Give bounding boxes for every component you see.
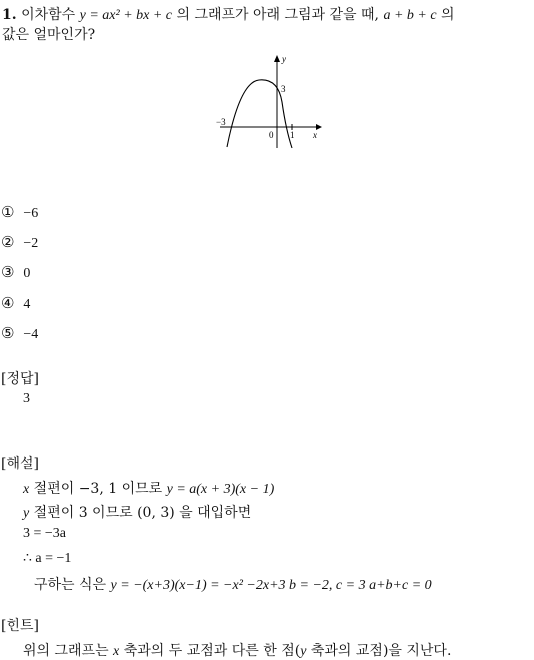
y-axis-arrow — [274, 55, 280, 62]
choice-value: 4 — [23, 297, 31, 312]
hint-heading: [힌트] — [1, 618, 39, 634]
explanation-line-1 — [23, 478, 274, 498]
origin-label: 0 — [269, 130, 274, 140]
explanation-line-4: ∴ a = −1 — [23, 551, 72, 566]
choice-value: 0 — [23, 266, 31, 281]
choice-marker: ⑤ — [1, 324, 15, 342]
y-axis-label: y — [282, 54, 286, 64]
choice-1[interactable] — [1, 203, 38, 222]
x-axis-label: x — [313, 130, 317, 140]
y-var: y — [23, 506, 30, 521]
choice-2[interactable] — [1, 233, 38, 252]
explanation-equation: y = a(x + 3)(x − 1) — [166, 482, 275, 497]
explanation-heading: [해설] — [1, 456, 39, 472]
question-number: 1. — [2, 7, 17, 23]
neg3-label: −3 — [216, 117, 226, 127]
hint-part: 위의 그래프는 — [23, 643, 114, 659]
choice-5[interactable] — [1, 324, 38, 343]
answer-value: 3 — [23, 391, 30, 406]
answer-heading: [정답] — [1, 371, 39, 387]
explanation-line-3: 3 = −3a — [23, 526, 67, 541]
choice-value: −4 — [23, 327, 39, 342]
hint-text — [23, 640, 451, 660]
explanation-text: 구하는 식은 — [34, 577, 111, 593]
explanation-equation: y = −(x+3)(x−1) = −x² −2x+3 b = −2, c = 3 a+b+c = 0 — [110, 578, 432, 593]
y-intercept-label: 3 — [281, 84, 286, 94]
one-label: 1 — [290, 130, 295, 140]
question-sum: a + b + c — [383, 8, 437, 23]
hint-part: 축과의 교점)을 지난다. — [306, 643, 452, 659]
x-var: x — [23, 482, 30, 497]
question-text-pre: 이차함수 — [16, 7, 80, 23]
parabola-graph — [212, 52, 322, 152]
question-text-mid: 의 그래프가 아래 그림과 같을 때, — [172, 7, 384, 23]
question-text-post: 의 — [436, 7, 455, 23]
y-var: y — [300, 644, 307, 659]
choice-marker: ② — [1, 233, 15, 251]
question-line-2: 값은 얼마인가? — [2, 27, 96, 43]
choice-3[interactable] — [1, 263, 30, 282]
explanation-line-5 — [34, 574, 432, 594]
choice-marker: ① — [1, 203, 15, 221]
x-var: x — [113, 644, 120, 659]
choice-marker: ③ — [1, 263, 15, 281]
hint-part: 축과의 두 교점과 다른 한 점( — [119, 643, 301, 659]
question-equation: y = ax² + bx + c — [79, 8, 173, 23]
choice-4[interactable] — [1, 294, 30, 313]
explanation-text: 절편이 3 이므로 (0, 3) 을 대입하면 — [29, 505, 252, 521]
explanation-text: 절편이 −3, 1 이므로 — [29, 481, 167, 497]
choice-value: −6 — [23, 206, 39, 221]
choice-value: −2 — [23, 236, 39, 251]
explanation-line-2 — [23, 502, 251, 522]
question-line-1 — [2, 4, 455, 24]
choice-marker: ④ — [1, 294, 15, 312]
